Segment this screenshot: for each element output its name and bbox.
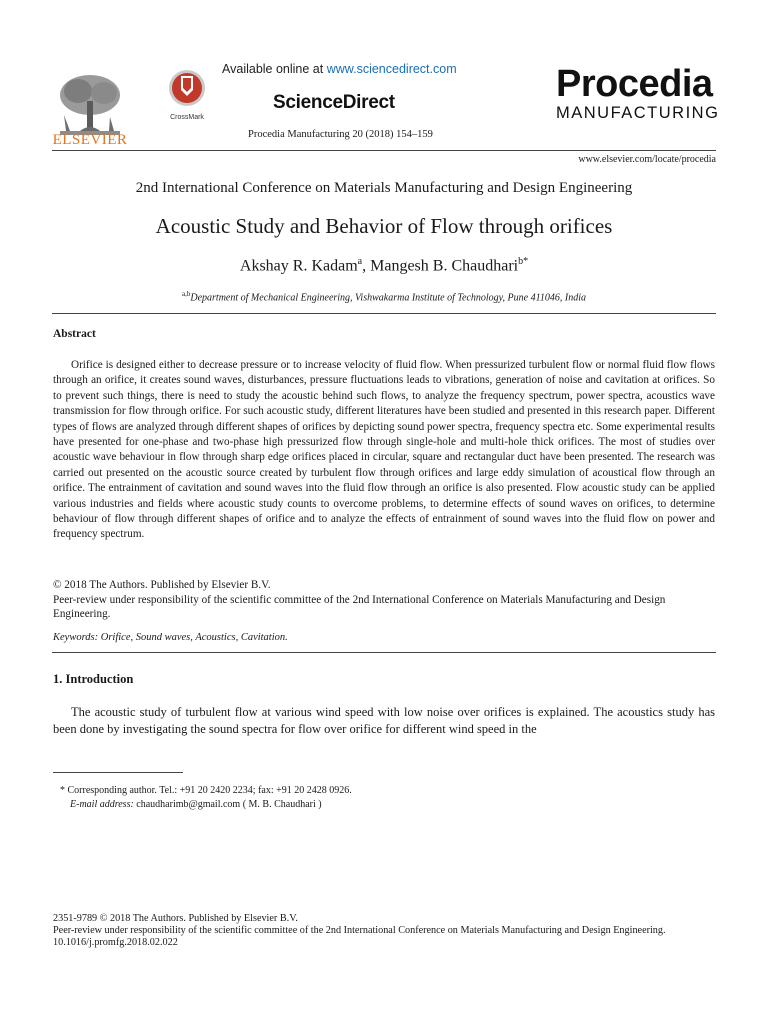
footnote-rule <box>53 772 183 773</box>
header-rule <box>52 150 716 151</box>
procedia-title: Procedia <box>556 63 713 105</box>
sciencedirect-title: ScienceDirect <box>273 92 395 113</box>
availability-line <box>222 62 457 76</box>
keywords-label: Keywords: <box>53 632 99 643</box>
crossmark-label: CrossMark <box>170 114 204 121</box>
sciencedirect-link[interactable]: www.sciencedirect.com <box>326 62 457 76</box>
author-separator: , <box>362 257 371 275</box>
crossmark-icon <box>167 68 207 108</box>
abstract-body: Orifice is designed either to decrease pressure or to increase velocity of fluid flow. When pressurized turbulent flow or normal fluid flow flows through an orifice, it creates sound waves, disturbances, pressure fluctuations leads to vibrations, generation of noise and cavitation at orifices. So to prevent such things, there is need to study the acoustic behind such flows, to analyze the frequency spectrum, power spectra, acoustics wave transmission for flow through orifice. For such acoustic study, different literatures have been studied and presented in this research paper. Different types of flows are analyzed through different shapes of orifices by depicting sound power spectra, frequency spectra etc. Some experimental results have presented for one-phase and two-phase high pressurized flow through single-hole and multi-hole thick orifices. The most of studies over acoustic wave behaviour in flow through sharp edge orifices placed in circular, square and rectangular duct have been presented. The research was carried out presented on the acoustic source created by turbulent flow through orifices and large eddy simulation of acoustical flow through an orifice. The entrainment of cavitation and sound waves into the fluid flow through an orifice is also presented. Flow acoustic study can be applied various industries and fields where acoustic study counts to overcome problems, to determine effects of sound waves on orifices, to determine behaviour of flow through different shapes of orifice and to analyze the effects of entrainment of sound waves into the fluid flow on power and frequency spectrum. <box>53 359 715 541</box>
author-mark: b* <box>518 256 529 267</box>
affiliation <box>0 290 768 303</box>
keywords-list: Orifice, Sound waves, Acoustics, Cavitation. <box>98 632 288 643</box>
conference-name: 2nd International Conference on Materials Manufacturing and Design Engineering <box>135 180 633 196</box>
abstract-heading: Abstract <box>53 328 96 340</box>
availability-prefix: Available online at <box>222 62 327 76</box>
page-footer <box>53 913 715 948</box>
introduction-body: The acoustic study of turbulent flow at various wind speed with low noise over orifices is explained. The acoustics study has been done by investigating the sound spectra for flow over orifice for different wind speed in the <box>53 705 715 736</box>
email-label: E-mail address: <box>70 798 134 810</box>
affiliation-text: Department of Mechanical Engineering, Vishwakarma Institute of Technology, Pune 411046, India <box>190 292 586 304</box>
corresponding-author-note: * Corresponding author. Tel.: +91 20 2420 2234; fax: +91 20 2428 0926. <box>60 785 352 796</box>
footnote <box>60 784 660 811</box>
email-address[interactable]: chaudharimb@gmail.com ( M. B. Chaudhari ) <box>133 798 322 810</box>
copyright-block <box>53 578 715 622</box>
footer-peer-review: Peer-review under responsibility of the scientific committee of the 2nd International Conference on Materials Manufacturing and Design Engineering. <box>53 924 666 936</box>
section-heading-introduction: 1. Introduction <box>53 672 134 686</box>
keywords-line <box>53 632 715 643</box>
email-note <box>60 798 660 812</box>
abstract-top-rule <box>52 313 716 314</box>
elsevier-wordmark: ELSEVIER <box>52 132 128 148</box>
author-list <box>0 256 768 275</box>
abstract-bottom-rule <box>52 652 716 653</box>
doi-line[interactable]: 10.1016/j.promfg.2018.02.022 <box>53 936 178 948</box>
author-name: Akshay R. Kadam <box>239 257 358 275</box>
crossmark-badge[interactable] <box>165 68 209 121</box>
author-mark: a <box>357 256 363 267</box>
issn-line: 2351-9789 © 2018 The Authors. Published by Elsevier B.V. <box>53 913 298 924</box>
affiliation-mark: a,b <box>182 290 191 298</box>
procedia-subtitle: MANUFACTURING <box>556 104 720 122</box>
journal-website[interactable]: www.elsevier.com/locate/procedia <box>578 154 716 165</box>
journal-reference: Procedia Manufacturing 20 (2018) 154–159 <box>248 129 433 140</box>
procedia-logo <box>556 63 720 123</box>
peer-review-line: Peer-review under responsibility of the scientific committee of the 2nd International Conference on Materials Manufacturing and Design Engineering. <box>53 593 666 620</box>
copyright-line: © 2018 The Authors. Published by Elsevier B.V. <box>53 579 271 591</box>
author-name: Mangesh B. Chaudhari <box>370 257 519 275</box>
paper-title: Acoustic Study and Behavior of Flow through orifices <box>155 214 613 238</box>
